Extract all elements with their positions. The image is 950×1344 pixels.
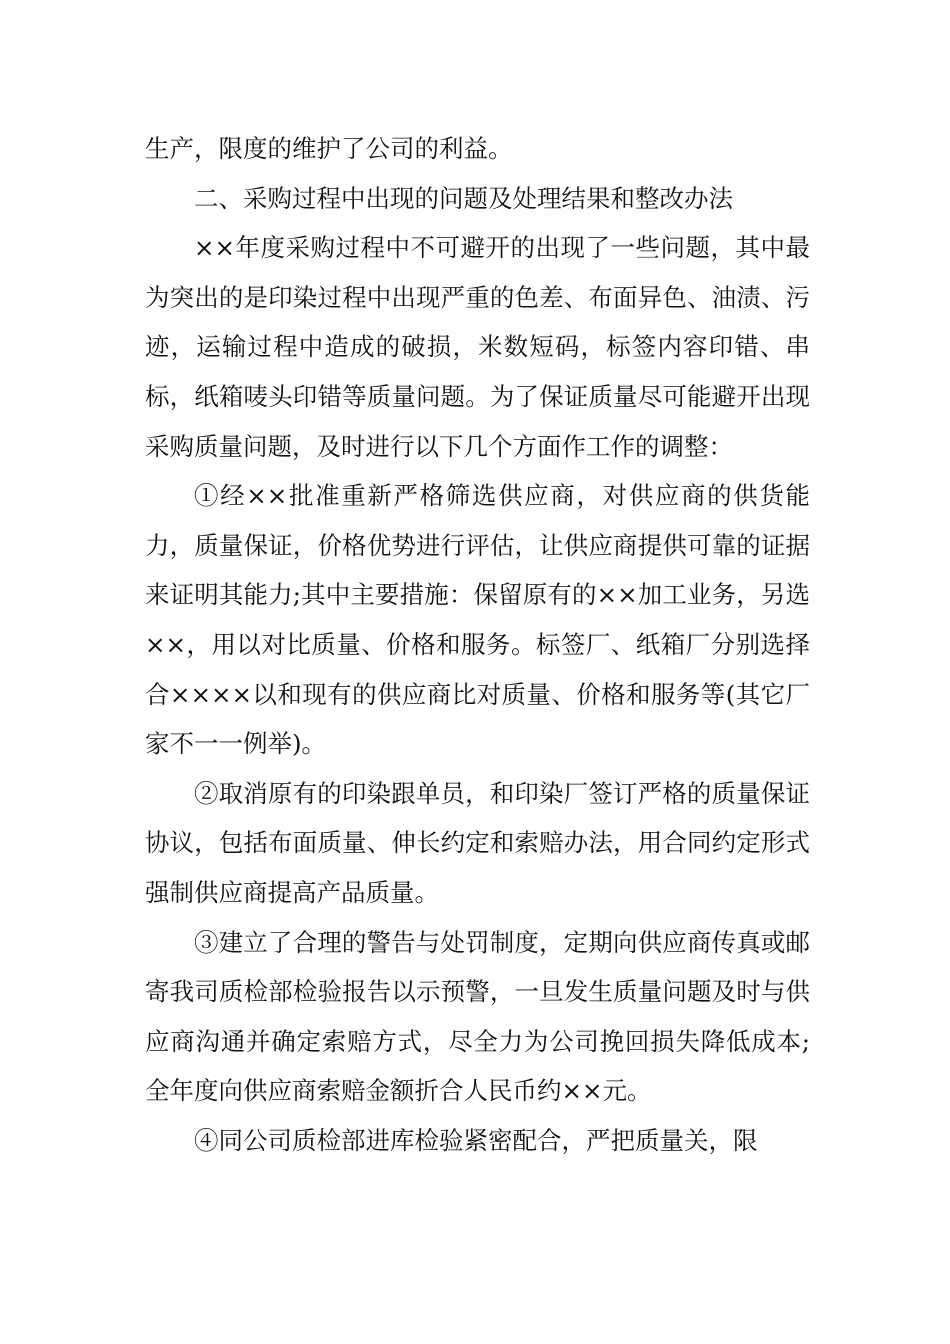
paragraph-measure-4: ④同公司质检部进库检验紧密配合，严把质量关，限 [194, 1125, 758, 1155]
document-body [145, 124, 810, 1165]
paragraph-issues: ××年度采购过程中不可避开的出现了一些问题，其中最为突出的是印染过程中出现严重的色差、布面异色、油渍、污迹，运输过程中造成的破损，米数短码，标签内容印错、串标，纸箱唛头印错等质量问题。为了保证质量尽可能避开出现采购质量问题，及时进行以下几个方面作工作的调整： [145, 233, 810, 461]
paragraph-measure-2: ②取消原有的印染跟单员，和印染厂签订严格的质量保证协议，包括布面质量、伸长约定和索赔办法，用合同约定形式强制供应商提高产品质量。 [145, 778, 810, 907]
section-heading: 二、采购过程中出现的问题及处理结果和整改办法 [194, 183, 733, 213]
paragraph-measure-3: ③建立了合理的警告与处罚制度，定期向供应商传真或邮寄我司质检部检验报告以示预警，一旦发生质量问题及时与供应商沟通并确定索赔方式，尽全力为公司挽回损失降低成本;全年度向供应商索赔金额折合人民币约××元。 [145, 927, 810, 1106]
paragraph-measure-1: ①经××批准重新严格筛选供应商，对供应商的供货能力，质量保证，价格优势进行评估，让供应商提供可靠的证据来证明其能力;其中主要措施：保留原有的××加工业务，另选××，用以对比质量、价格和服务。标签厂、纸箱厂分别选择合××××以和现有的供应商比对质量、价格和服务等(其它厂家不一一例举)。 [145, 481, 810, 759]
paragraph-continuation: 生产，限度的维护了公司的利益。 [145, 134, 513, 163]
